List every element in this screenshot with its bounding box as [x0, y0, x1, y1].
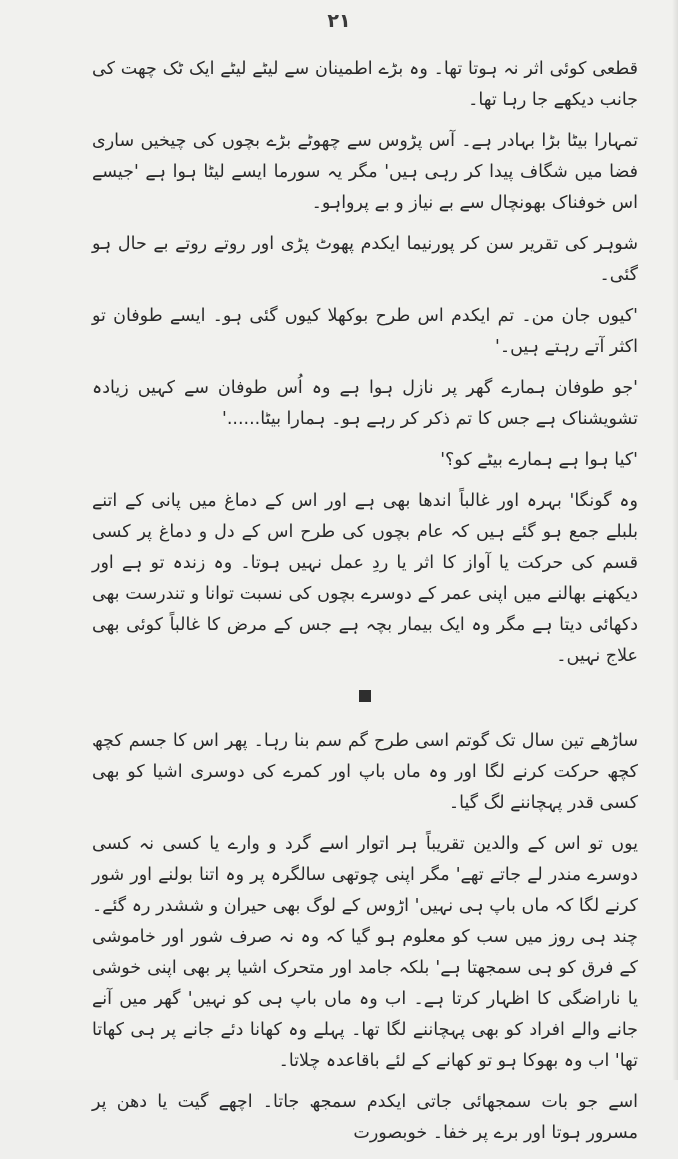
- paragraph-1: قطعی کوئی اثر نہ ہوتا تھا۔ وہ بڑے اطمینان سے لیٹے لیٹے ایک ٹک چھت کی جانب دیکھے جا رہا تھا۔: [92, 59, 638, 110]
- paragraph-3: شوہر کی تقریر سن کر پورنیما ایکدم پھوٹ پڑی اور روتے روتے بے حال ہو گئی۔: [92, 234, 638, 285]
- paragraph-7: وہ گونگا' بہرہ اور غالباً اندھا بھی ہے اور اس کے دماغ میں پانی کے اتنے بلبلے جمع ہو گئے ہیں کہ عام بچوں کی طرح اس کے دل و دماغ پر کسی قسم کی حرکت یا آواز کا اثر یا ردِ عمل نہیں ہوتا۔ وہ زندہ تو ہے اور دیکھنے بھالنے میں اپنی عمر کے دوسرے بچوں کی نسبت توانا و تندرست بھی دکھائی دیتا ہے مگر وہ ایک بیمار بچہ ہے جس کے مرض کا غالباً کوئی بھی علاج نہیں۔: [92, 491, 638, 666]
- section-divider-square: [359, 690, 371, 702]
- body-text: [92, 54, 638, 1159]
- paragraph-8: ساڑھے تین سال تک گوتم اسی طرح گم سم بنا رہا۔ پھر اس کا جسم کچھ کچھ حرکت کرنے لگا اور وہ ماں باپ اور کمرے کی دوسری اشیا کو بھی کسی قدر پہچاننے لگ گیا۔: [92, 731, 638, 813]
- paragraph-9: یوں تو اس کے والدین تقریباً ہر اتوار اسے گرد و وارے یا کسی نہ کسی دوسرے مندر لے جاتے تھے' مگر اپنی چوتھی سالگرہ پر وہ اتنا بولنے اور شور کرنے لگا کہ ماں باپ ہی نہیں' اڑوس کے لوگ بھی حیران و ششدر رہ گئے۔ چند ہی روز میں سب کو معلوم ہو گیا کہ وہ نہ صرف شور اور خاموشی کے فرق کو ہی سمجھتا ہے' بلکہ جامد اور متحرک اشیا پر بھی اپنی خوشی یا ناراضگی کا اظہار کرتا ہے۔ اب وہ ماں باپ ہی کو نہیں' گھر میں آنے جانے والے افراد کو بھی پہچاننے لگا تھا۔ پہلے وہ کھانا دئے جانے پر ہی کھاتا تھا' اب وہ بھوکا ہو تو کھانے کے لئے باقاعدہ چلاتا۔: [92, 834, 638, 1071]
- page-edge-shadow: [672, 0, 678, 1080]
- paragraph-5: 'جو طوفان ہمارے گھر پر نازل ہوا ہے وہ اُس طوفان سے کہیں زیادہ تشویشناک ہے جس کا تم ذکر کر رہے ہو۔ ہمارا بیٹا......': [92, 378, 638, 429]
- paragraph-4: 'کیوں جان من۔ تم ایکدم اس طرح بوکھلا کیوں گئی ہو۔ ایسے طوفان تو اکثر آتے رہتے ہیں۔': [92, 306, 638, 357]
- page-number: ۲۱: [327, 10, 351, 32]
- paragraph-2: تمہارا بیٹا بڑا بہادر ہے۔ آس پڑوس سے چھوٹے بڑے بچوں کی چیخیں ساری فضا میں شگاف پیدا کر رہی ہیں' مگر یہ سورما ایسے لیٹا ہوا ہے 'جیسے اس خوفناک بھونچال سے بے نیاز و بے پرواہو۔: [92, 131, 638, 213]
- paragraph-10: اسے جو بات سمجھائی جاتی ایکدم سمجھ جاتا۔ اچھے گیت یا دھن پر مسرور ہوتا اور برے پر خفا۔ خوبصورت: [92, 1092, 638, 1143]
- paragraph-6: 'کیا ہوا ہے ہمارے بیٹے کو؟': [440, 450, 638, 470]
